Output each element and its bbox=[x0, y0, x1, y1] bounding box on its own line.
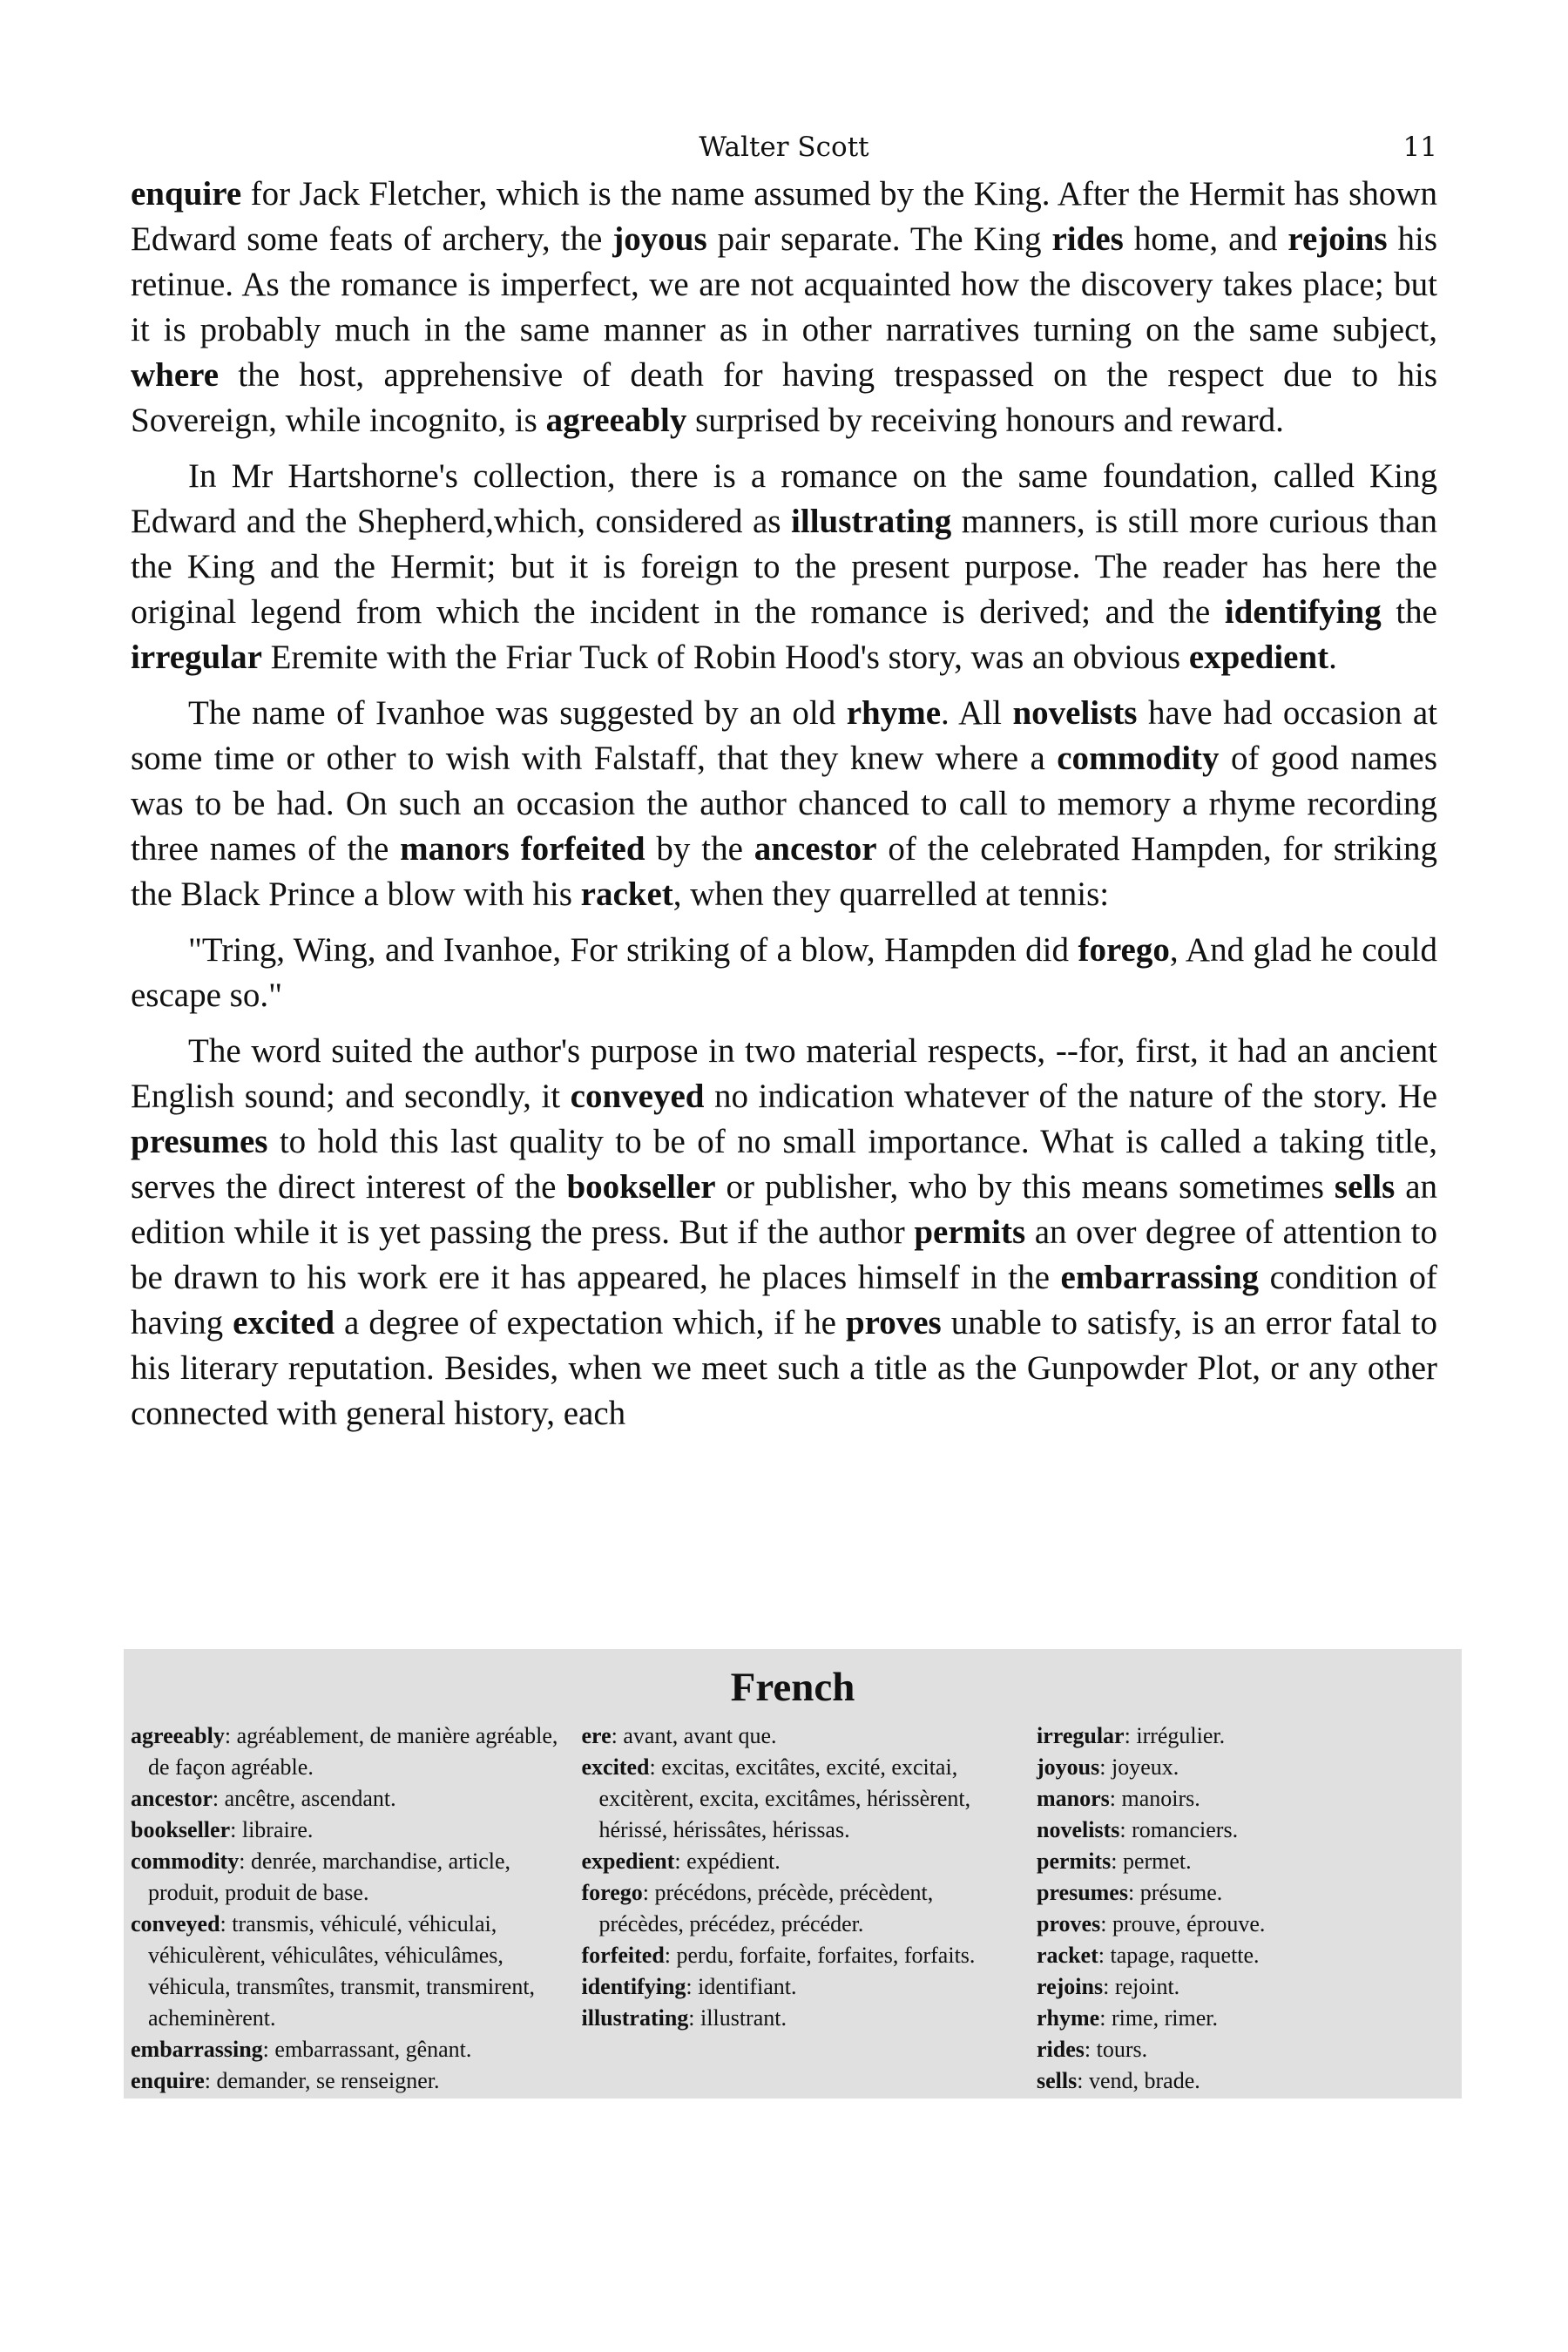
text-run: to hold this last quality to be of no small importance. What is called a taking title, serves the direct interest of the bbox=[131, 1123, 1437, 1206]
glossary-term: enquire bbox=[131, 2068, 205, 2093]
glossary-term: rides bbox=[1037, 2037, 1085, 2062]
vocab-word: excited bbox=[233, 1304, 335, 1342]
vocab-word: commodity bbox=[1057, 740, 1220, 777]
vocab-word: presumes bbox=[131, 1123, 268, 1160]
glossary-term: irregular bbox=[1037, 1723, 1125, 1748]
vocab-word: illustrating bbox=[791, 503, 952, 540]
glossary-entry: manors: manoirs. bbox=[1037, 1786, 1200, 1811]
glossary-entry: identifying: identifiant. bbox=[581, 1974, 797, 1999]
page-number: 11 bbox=[1402, 132, 1437, 163]
text-run: , And glad he could escape so." bbox=[131, 931, 1437, 1014]
text-run: unable to satisfy, is an error fatal to his literary reputation. Besides, when we meet such a title as the Gunpowder Plot, or any other connected with general history, each bbox=[131, 1304, 1438, 1432]
glossary-entry: agreeably: agréablement, de manière agréable, de façon agréable. bbox=[131, 1723, 558, 1780]
text-run: an edition while it is yet passing the press. But if the author bbox=[131, 1168, 1437, 1251]
glossary-term: racket bbox=[1037, 1943, 1098, 1968]
vocab-word: embarrassing bbox=[1060, 1259, 1260, 1296]
vocab-word: conveyed bbox=[570, 1078, 705, 1115]
glossary-title: French bbox=[730, 1665, 855, 1710]
glossary-term: permits bbox=[1037, 1848, 1112, 1874]
text-run: his retinue. As the romance is imperfect, we are not acquainted how the discovery takes place; but it is probably much in the same manner as in other narratives turning on the same subject, bbox=[131, 220, 1437, 348]
glossary-entry: illustrating: illustrant. bbox=[581, 2005, 787, 2031]
page bbox=[131, 126, 1437, 1447]
glossary-definition: prouve, éprouve. bbox=[1112, 1911, 1266, 1936]
vocab-word: rejoins bbox=[1288, 220, 1388, 258]
vocab-word: rides bbox=[1051, 220, 1124, 258]
glossary-definition: vend, brade. bbox=[1088, 2068, 1200, 2093]
text-run: by the bbox=[645, 830, 754, 868]
glossary-entry: joyous: joyeux. bbox=[1037, 1754, 1179, 1780]
text-run: an over degree of attention to be drawn to his work ere it has appeared, he places himself in the bbox=[131, 1213, 1437, 1296]
vocab-word: manors bbox=[400, 830, 510, 868]
text-run bbox=[510, 830, 521, 868]
glossary-term: ancestor bbox=[131, 1786, 213, 1811]
text-run: of the celebrated Hampden, for striking the Black Prince a blow with his bbox=[131, 830, 1438, 913]
glossary-definition: libraire. bbox=[241, 1817, 314, 1842]
glossary-definition: perdu, forfaite, forfaites, forfaits. bbox=[676, 1943, 976, 1968]
glossary-column bbox=[131, 1720, 566, 2097]
text-run: pair separate. The King bbox=[706, 220, 1052, 258]
glossary-entry: commodity: denrée, marchandise, article, produit, produit de base. bbox=[131, 1848, 511, 1905]
text-run: have had occasion at some time or other to wish with Falstaff, that they knew where a bbox=[131, 694, 1437, 777]
glossary-definition: demander, se renseigner. bbox=[216, 2068, 440, 2093]
glossary-entry: novelists: romanciers. bbox=[1037, 1817, 1239, 1842]
glossary-entry: rides: tours. bbox=[1037, 2037, 1148, 2062]
glossary-definition: excitas, excitâtes, excité, excitai, excitèrent, excita, excitâmes, hérissèrent, hérissé, hérissâtes, hérissas. bbox=[598, 1754, 971, 1842]
glossary-definition: embarrassant, gênant. bbox=[274, 2037, 472, 2062]
paragraph bbox=[131, 454, 1437, 680]
vocab-word: bookseller bbox=[566, 1168, 716, 1206]
glossary-term: expedient bbox=[581, 1848, 675, 1874]
text-run: the host, apprehensive of death for having trespassed on the respect due to his Sovereign, while incognito, is bbox=[131, 356, 1437, 439]
glossary-term: identifying bbox=[581, 1974, 686, 1999]
glossary-definition: agréablement, de manière agréable, de façon agréable. bbox=[148, 1723, 558, 1780]
glossary-box bbox=[124, 1649, 1462, 2099]
glossary-term: illustrating bbox=[581, 2005, 689, 2031]
glossary-definition: tapage, raquette. bbox=[1110, 1943, 1260, 1968]
vocab-word: joyous bbox=[612, 220, 707, 258]
glossary-term: conveyed bbox=[131, 1911, 220, 1936]
text-run: no indication whatever of the nature of the story. He bbox=[704, 1078, 1438, 1115]
glossary-definition: romanciers. bbox=[1132, 1817, 1239, 1842]
glossary-term: joyous bbox=[1037, 1754, 1100, 1780]
paragraph bbox=[131, 1029, 1437, 1436]
glossary-term: rhyme bbox=[1037, 2005, 1100, 2031]
vocab-word: where bbox=[131, 356, 220, 394]
text-run: . All bbox=[941, 694, 1013, 732]
glossary-term: ere bbox=[581, 1723, 612, 1748]
glossary-entry: rhyme: rime, rimer. bbox=[1037, 2005, 1218, 2031]
glossary-definition: illustrant. bbox=[700, 2005, 787, 2031]
text-run: In Mr Hartshorne's collection, there is a romance on the same foundation, called King Edward and the Shepherd,which, considered as bbox=[131, 457, 1437, 540]
glossary-definition: rejoint. bbox=[1114, 1974, 1180, 1999]
text-run: of good names was to be had. On such an occasion the author chanced to call to memory a rhyme recording three names of the bbox=[131, 740, 1437, 868]
paragraph bbox=[131, 172, 1437, 443]
paragraph bbox=[131, 691, 1437, 917]
vocab-word: agreeably bbox=[545, 402, 687, 439]
glossary-columns bbox=[131, 1720, 1455, 2097]
text-run: surprised by receiving honours and reward. bbox=[686, 402, 1284, 439]
glossary-entry: permits: permet. bbox=[1037, 1848, 1192, 1874]
glossary-term: sells bbox=[1037, 2068, 1078, 2093]
glossary-definition: précédons, précède, précèdent, précèdes, précédez, précéder. bbox=[598, 1880, 934, 1936]
glossary-entry: presumes: présume. bbox=[1037, 1880, 1223, 1905]
glossary-definition: expédient. bbox=[686, 1848, 781, 1874]
text-run: home, and bbox=[1123, 220, 1288, 258]
glossary-entry: ere: avant, avant que. bbox=[581, 1723, 777, 1748]
glossary-entry: irregular: irrégulier. bbox=[1037, 1723, 1226, 1748]
glossary-entry: proves: prouve, éprouve. bbox=[1037, 1911, 1266, 1936]
glossary-definition: tours. bbox=[1096, 2037, 1148, 2062]
vocab-word: novelists bbox=[1012, 694, 1138, 732]
glossary-column bbox=[582, 1720, 1022, 2097]
glossary-term: presumes bbox=[1037, 1880, 1128, 1905]
glossary-entry: enquire: demander, se renseigner. bbox=[131, 2068, 440, 2093]
text-run: The name of Ivanhoe was suggested by an old bbox=[188, 694, 847, 732]
glossary-entry: rejoins: rejoint. bbox=[1037, 1974, 1180, 1999]
glossary-term: embarrassing bbox=[131, 2037, 263, 2062]
vocab-word: permits bbox=[914, 1213, 1026, 1251]
vocab-word: racket bbox=[580, 875, 673, 913]
glossary-definition: manoirs. bbox=[1121, 1786, 1200, 1811]
text-run: Eremite with the Friar Tuck of Robin Hood's story, was an obvious bbox=[261, 639, 1189, 676]
text-run: , when they quarrelled at tennis: bbox=[672, 875, 1110, 913]
glossary-entry: bookseller: libraire. bbox=[131, 1817, 314, 1842]
glossary-entry: ancestor: ancêtre, ascendant. bbox=[131, 1786, 396, 1811]
text-run: for Jack Fletcher, which is the name assumed by the King. After the Hermit has shown Edward some feats of archery, the bbox=[131, 175, 1437, 258]
vocab-word: irregular bbox=[131, 639, 262, 676]
glossary-definition: permet. bbox=[1122, 1848, 1192, 1874]
paragraph bbox=[131, 928, 1437, 1018]
glossary-term: manors bbox=[1037, 1786, 1110, 1811]
glossary-entry: embarrassing: embarrassant, gênant. bbox=[131, 2037, 472, 2062]
glossary-entry: sells: vend, brade. bbox=[1037, 2068, 1200, 2093]
glossary-definition: irrégulier. bbox=[1136, 1723, 1226, 1748]
body-text bbox=[131, 172, 1437, 1436]
text-run: The word suited the author's purpose in two material respects, --for, first, it had an ancient English sound; and secondly, it bbox=[131, 1032, 1437, 1115]
glossary-entry: racket: tapage, raquette. bbox=[1037, 1943, 1260, 1968]
vocab-word: ancestor bbox=[754, 830, 877, 868]
glossary-definition: ancêtre, ascendant. bbox=[224, 1786, 396, 1811]
glossary-term: forfeited bbox=[581, 1943, 665, 1968]
glossary-entry: expedient: expédient. bbox=[581, 1848, 781, 1874]
text-run: the bbox=[1381, 593, 1437, 631]
glossary-definition: identifiant. bbox=[698, 1974, 797, 1999]
glossary-column bbox=[1037, 1720, 1455, 2097]
glossary-definition: rime, rimer. bbox=[1111, 2005, 1218, 2031]
glossary-term: commodity bbox=[131, 1848, 240, 1874]
glossary-term: novelists bbox=[1037, 1817, 1120, 1842]
vocab-word: proves bbox=[845, 1304, 942, 1342]
glossary-definition: transmis, véhiculé, véhiculai, véhiculèrent, véhiculâtes, véhiculâmes, véhicula, transmîtes, transmit, transmirent, acheminèrent. bbox=[148, 1911, 536, 2031]
glossary-term: rejoins bbox=[1037, 1974, 1104, 1999]
running-head bbox=[131, 126, 1437, 172]
vocab-word: identifying bbox=[1224, 593, 1382, 631]
glossary-entry: excited: excitas, excitâtes, excité, excitai, excitèrent, excita, excitâmes, hérissèrent, hérissé, hérissâtes, hérissas. bbox=[581, 1754, 971, 1842]
glossary-entry: forego: précédons, précède, précèdent, précèdes, précédez, précéder. bbox=[581, 1880, 934, 1936]
vocab-word: forego bbox=[1078, 931, 1170, 969]
glossary-definition: joyeux. bbox=[1111, 1754, 1179, 1780]
text-run: a degree of expectation which, if he bbox=[335, 1304, 846, 1342]
glossary-definition: présume. bbox=[1139, 1880, 1223, 1905]
vocab-word: rhyme bbox=[846, 694, 942, 732]
glossary-definition: avant, avant que. bbox=[623, 1723, 777, 1748]
text-run: or publisher, who by this means sometimes bbox=[715, 1168, 1335, 1206]
text-run: manners, is still more curious than the King and the Hermit; but it is foreign to the present purpose. The reader has here the original legend from which the incident in the romance is derived; and the bbox=[131, 503, 1437, 631]
text-run: condition of having bbox=[131, 1259, 1438, 1342]
glossary-term: bookseller bbox=[131, 1817, 231, 1842]
text-run: "Tring, Wing, and Ivanhoe, For striking of a blow, Hampden did bbox=[188, 931, 1078, 969]
vocab-word: enquire bbox=[131, 175, 242, 213]
vocab-word: forfeited bbox=[520, 830, 645, 868]
glossary-term: excited bbox=[581, 1754, 650, 1780]
glossary-term: agreeably bbox=[131, 1723, 225, 1748]
glossary-term: proves bbox=[1037, 1911, 1101, 1936]
glossary-definition: denrée, marchandise, article, produit, produit de base. bbox=[148, 1848, 511, 1905]
text-run: . bbox=[1328, 639, 1337, 676]
running-head-title: Walter Scott bbox=[699, 132, 869, 163]
glossary-entry: forfeited: perdu, forfaite, forfaites, forfaits. bbox=[581, 1943, 976, 1968]
vocab-word: expedient bbox=[1188, 639, 1329, 676]
vocab-word: sells bbox=[1334, 1168, 1396, 1206]
glossary-entry: conveyed: transmis, véhiculé, véhiculai, véhiculèrent, véhiculâtes, véhiculâmes, véhicula, transmîtes, transmit, transmirent, acheminèrent. bbox=[131, 1911, 536, 2031]
glossary-term: forego bbox=[581, 1880, 643, 1905]
